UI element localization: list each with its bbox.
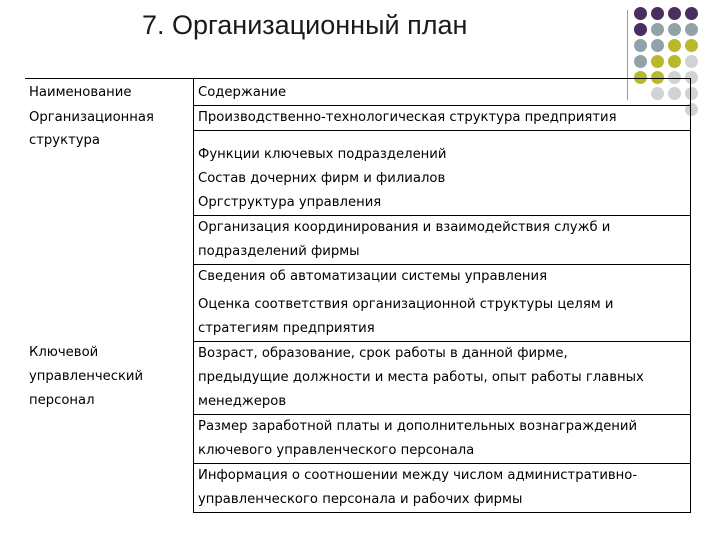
decorative-dot xyxy=(634,23,647,36)
decorative-dot xyxy=(685,23,698,36)
content-cell: Информация о соотношении между числом административно- управленческого персонала и рабочих фирмы xyxy=(194,463,691,512)
decorative-dot xyxy=(685,39,698,52)
decorative-dot xyxy=(651,23,664,36)
table-row xyxy=(25,215,691,264)
decorative-dot xyxy=(651,55,664,68)
organization-plan-table xyxy=(25,78,691,513)
header-name-cell: Наименование xyxy=(25,79,194,106)
table-row xyxy=(25,106,691,131)
table-row xyxy=(25,143,691,216)
content-cell: Возраст, образование, срок работы в данной фирме, предыдущие должности и места работы, опыт работы главных менеджеров xyxy=(194,341,691,414)
slide-title: 7. Организационный план xyxy=(142,10,468,40)
table-row xyxy=(25,463,691,512)
content-cell: Функции ключевых подразделений Состав дочерних фирм и филиалов Оргструктура управления xyxy=(194,143,691,216)
table-row xyxy=(25,289,691,342)
section-label-personnel: Ключевой управленческий персонал xyxy=(29,345,144,408)
table-row xyxy=(25,264,691,289)
table-row xyxy=(25,79,691,106)
decorative-dot xyxy=(634,55,647,68)
table-row xyxy=(25,341,691,414)
decorative-dot xyxy=(634,39,647,52)
content-cell: Оценка соответствия организационной структуры целям и стратегиям предприятия xyxy=(194,289,691,342)
header-content-cell: Содержание xyxy=(194,79,691,106)
table-row xyxy=(25,414,691,463)
decorative-dot xyxy=(634,7,647,20)
content-cell: Производственно-технологическая структура предприятия xyxy=(194,106,691,131)
decorative-dot xyxy=(685,55,698,68)
decorative-dot xyxy=(651,39,664,52)
decorative-dot xyxy=(651,7,664,20)
content-cell: Организация координирования и взаимодействия служб и подразделений фирмы xyxy=(194,215,691,264)
section-label-org: Организационная xyxy=(29,109,154,125)
content-cell: Сведения об автоматизации системы управления xyxy=(194,264,691,289)
decorative-dot xyxy=(668,7,681,20)
decorative-dot xyxy=(668,39,681,52)
section-label-org-cont: структура xyxy=(29,132,101,148)
table-row xyxy=(25,131,691,143)
decorative-dot xyxy=(685,7,698,20)
content-cell: Размер заработной платы и дополнительных вознаграждений ключевого управленческого персонала xyxy=(194,414,691,463)
decorative-dot xyxy=(668,23,681,36)
decorative-dot xyxy=(668,55,681,68)
